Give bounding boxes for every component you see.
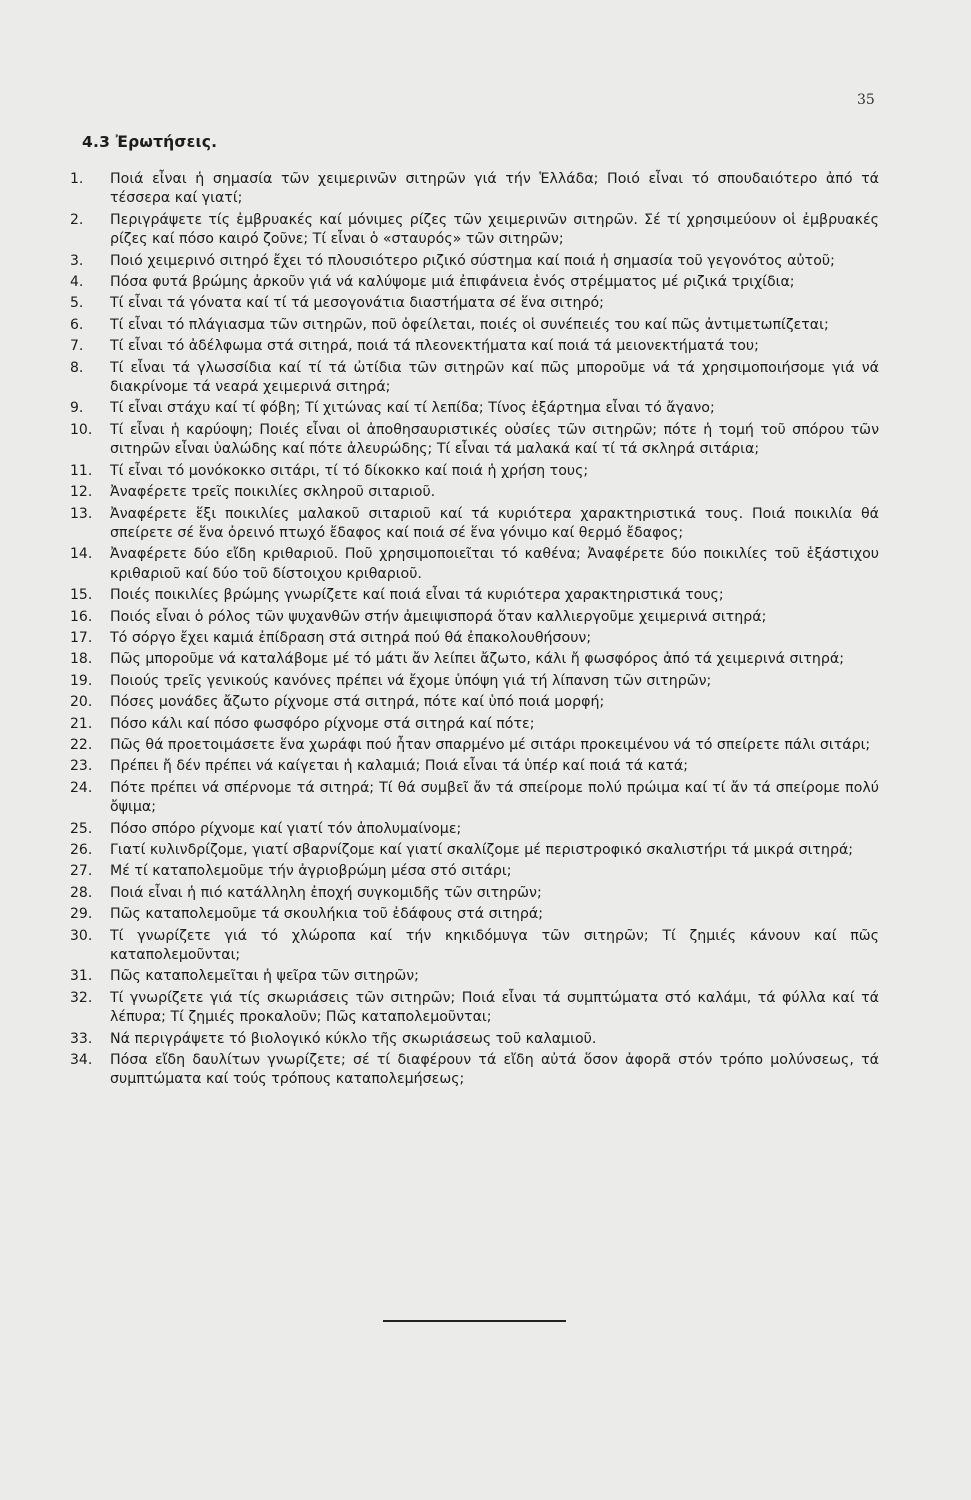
question-text: Πῶς θά προετοιμάσετε ἕνα χωράφι πού ἦταν σπαρμένο μέ σιτάρι προκειμένου νά τό σπείρετε πάλι σιτάρι;	[110, 736, 871, 753]
question-item	[0, 779, 971, 818]
question-item	[0, 989, 971, 1028]
question-item	[0, 715, 971, 734]
question-number: 29.	[70, 906, 93, 923]
question-item	[0, 337, 971, 356]
question-item	[0, 359, 971, 398]
question-number: 22.	[70, 736, 93, 753]
question-item	[0, 1051, 971, 1090]
question-text: Περιγράψετε τίς ἐμβρυακές καί μόνιμες ρίζες τῶν χειμερινῶν σιτηρῶν. Σέ τί χρησιμεύουν οἱ ἐμβρυακές ρίζες καί πόσο καιρό ζοῦνε; Τί εἶναι ὁ «σταυρός» τῶν σιτηρῶν;	[110, 211, 879, 248]
question-number: 27.	[70, 863, 93, 880]
question-number: 26.	[70, 842, 93, 858]
question-text: Πόσες μονάδες ἄζωτο ρίχνομε στά σιτηρά, πότε καί ὑπό ποιά μορφή;	[110, 694, 605, 711]
question-item	[0, 841, 971, 860]
question-item	[0, 757, 971, 776]
question-text: Τί εἶναι τά γόνατα καί τί τά μεσογονάτια διαστήματα σέ ἕνα σιτηρό;	[110, 295, 604, 312]
question-item	[0, 650, 971, 669]
question-text: Ποιό χειμερινό σιτηρό ἔχει τό πλουσιότερο ριζικό σύστημα καί ποιά ἡ σημασία τοῦ γεγονότος αὐτοῦ;	[110, 252, 835, 269]
question-text: Πρέπει ἤ δέν πρέπει νά καίγεται ἡ καλαμιά; Ποιά εἶναι τά ὑπέρ καί ποιά τά κατά;	[110, 758, 688, 775]
question-number: 15.	[70, 587, 93, 604]
question-text: Ποιά εἶναι ἡ σημασία τῶν χειμερινῶν σιτηρῶν γιά τήν Ἑλλάδα; Ποιό εἶναι τό σπουδαιότερο ἀπό τά τέσσερα καί γιατί;	[110, 171, 879, 207]
question-number: 10.	[70, 421, 93, 438]
question-number: 5.	[70, 295, 84, 312]
question-item	[0, 316, 971, 335]
question-number: 25.	[70, 820, 93, 837]
question-item	[0, 629, 971, 648]
question-item	[0, 905, 971, 924]
question-text: Ποιά εἶναι ἡ πιό κατάλληλη ἐποχή συγκομιδῆς τῶν σιτηρῶν;	[110, 884, 542, 901]
question-item	[0, 1030, 971, 1049]
question-number: 17.	[70, 629, 93, 646]
question-text: Πῶς μποροῦμε νά καταλάβομε μέ τό μάτι ἄν λείπει ἄζωτο, κάλι ἤ φωσφόρος ἀπό τά χειμερινά σιτηρά;	[110, 651, 844, 668]
question-number: 14.	[70, 546, 93, 563]
question-item	[0, 672, 971, 691]
section-heading: 4.3 Ἐρωτήσεις.	[82, 133, 218, 151]
question-number: 1.	[70, 171, 84, 187]
question-item	[0, 586, 971, 605]
question-item	[0, 820, 971, 839]
question-item	[0, 483, 971, 502]
question-text: Μέ τί καταπολεμοῦμε τήν ἀγριοβρώμη μέσα στό σιτάρι;	[110, 863, 512, 880]
question-number: 16.	[70, 608, 93, 625]
question-item	[0, 170, 971, 209]
question-item	[0, 693, 971, 712]
question-number: 30.	[70, 927, 93, 944]
question-text: Πότε πρέπει νά σπέρνομε τά σιτηρά; Τί θά συμβεῖ ἄν τά σπείρομε πολύ πρώιμα καί τί ἄν τά σπείρομε πολύ ὄψιμα;	[110, 779, 879, 816]
question-number: 19.	[70, 672, 93, 689]
question-number: 24.	[70, 779, 93, 796]
question-number: 31.	[70, 968, 93, 985]
question-item	[0, 462, 971, 481]
question-item	[0, 967, 971, 986]
question-item	[0, 252, 971, 271]
question-text: Γιατί κυλινδρίζομε, γιατί σβαρνίζομε καί γιατί σκαλίζομε μέ περιστροφικό σκαλιστήρι τά μικρά σιτηρά;	[110, 842, 854, 858]
question-item	[0, 884, 971, 903]
question-number: 3.	[70, 252, 84, 269]
question-number: 12.	[70, 484, 93, 501]
question-item	[0, 421, 971, 460]
question-item	[0, 294, 971, 313]
question-number: 21.	[70, 715, 93, 732]
question-text: Πόσο κάλι καί πόσο φωσφόρο ρίχνομε στά σιτηρά καί πότε;	[110, 715, 535, 732]
question-number: 8.	[70, 359, 84, 376]
question-text: Πόσο σπόρο ρίχνομε καί γιατί τόν ἀπολυμαίνομε;	[110, 820, 462, 837]
question-text: Τό σόργο ἔχει καμιά ἐπίδραση στά σιτηρά πού θά ἐπακολουθήσουν;	[110, 629, 592, 646]
question-text: Ἀναφέρετε τρεῖς ποικιλίες σκληροῦ σιταριοῦ.	[110, 484, 436, 501]
question-list	[0, 170, 971, 1092]
question-text: Τί εἶναι τό ἀδέλφωμα στά σιτηρά, ποιά τά πλεονεκτήματα καί ποιά τά μειονεκτήματά του;	[110, 338, 759, 355]
question-number: 33.	[70, 1030, 93, 1047]
page-number: 35	[857, 92, 875, 108]
question-item	[0, 211, 971, 250]
question-number: 7.	[70, 338, 84, 355]
question-number: 2.	[70, 211, 84, 228]
question-text: Ποιές ποικιλίες βρώμης γνωρίζετε καί ποιά εἶναι τά κυριότερα χαρακτηριστικά τους;	[110, 587, 724, 604]
question-number: 6.	[70, 316, 84, 333]
end-rule-divider	[383, 1320, 566, 1322]
question-text: Τί εἶναι στάχυ καί τί φόβη; Τί χιτώνας καί τί λεπίδα; Τίνος ἐξάρτημα εἶναι τό ἄγανο;	[110, 400, 715, 417]
question-text: Τί γνωρίζετε γιά τό χλώροπα καί τήν κηκιδόμυγα τῶν σιτηρῶν; Τί ζημιές κάνουν καί πῶς καταπολεμοῦνται;	[110, 927, 879, 964]
question-item	[0, 273, 971, 292]
question-text: Πῶς καταπολεμοῦμε τά σκουλήκια τοῦ ἐδάφους στά σιτηρά;	[110, 906, 544, 923]
question-text: Πόσα φυτά βρώμης ἀρκοῦν γιά νά καλύψομε μιά ἐπιφάνεια ἑνός στρέμματος μέ ριζικά τριχίδια;	[110, 274, 795, 291]
question-number: 18.	[70, 651, 93, 668]
question-item	[0, 608, 971, 627]
question-item	[0, 545, 971, 584]
question-number: 32.	[70, 989, 93, 1006]
question-text: Πῶς καταπολεμεῖται ἡ ψεῖρα τῶν σιτηρῶν;	[110, 968, 419, 985]
question-number: 28.	[70, 884, 93, 901]
question-text: Τί εἶναι τό μονόκοκκο σιτάρι, τί τό δίκοκκο καί ποιά ἡ χρήση τους;	[110, 462, 589, 479]
question-number: 4.	[70, 274, 84, 291]
question-item	[0, 927, 971, 966]
question-item	[0, 399, 971, 418]
question-number: 9.	[70, 400, 84, 417]
question-text: Ποιός εἶναι ὁ ρόλος τῶν ψυχανθῶν στήν ἀμειψισπορά ὅταν καλλιεργοῦμε χειμερινά σιτηρά;	[110, 608, 767, 625]
question-text: Ποιούς τρεῖς γενικούς κανόνες πρέπει νά ἔχομε ὑπόψη γιά τή λίπανση τῶν σιτηρῶν;	[110, 672, 712, 689]
question-text: Τί εἶναι τό πλάγιασμα τῶν σιτηρῶν, ποῦ ὀφείλεται, ποιές οἱ συνέπειές του καί πῶς ἀντιμετωπίζεται;	[110, 316, 829, 333]
question-text: Τί εἶναι τά γλωσσίδια καί τί τά ὠτίδια τῶν σιτηρῶν καί πῶς μποροῦμε νά τά χρησιμοποιήσομε γιά νά διακρίνομε τά νεαρά χειμερινά σιτηρά;	[110, 359, 879, 396]
question-number: 11.	[70, 462, 93, 479]
question-text: Νά περιγράψετε τό βιολογικό κύκλο τῆς σκωριάσεως τοῦ καλαμιοῦ.	[110, 1030, 597, 1047]
question-number: 23.	[70, 758, 93, 775]
question-text: Τί γνωρίζετε γιά τίς σκωριάσεις τῶν σιτηρῶν; Ποιά εἶναι τά συμπτώματα στό καλάμι, τά φύλλα καί τά λέπυρα; Τί ζημιές προκαλοῦν; Πῶς καταπολεμοῦνται;	[110, 989, 879, 1026]
question-item	[0, 736, 971, 755]
question-item	[0, 862, 971, 881]
question-text: Ἀναφέρετε δύο εἴδη κριθαριοῦ. Ποῦ χρησιμοποιεῖται τό καθένα; Ἀναφέρετε δύο ποικιλίες τοῦ ἑξάστιχου κριθαριοῦ καί δύο τοῦ δίστοιχου κριθαριοῦ.	[110, 546, 879, 582]
question-item	[0, 505, 971, 544]
question-number: 20.	[70, 694, 93, 711]
question-text: Τί εἶναι ἡ καρύοψη; Ποιές εἶναι οἱ ἀποθησαυριστικές οὐσίες τῶν σιτηρῶν; πότε ἡ τομή τοῦ σπόρου τῶν σιτηρῶν εἶναι ὑαλώδης καί πότε ἀλευρώδης; Τί εἶναι τά μαλακά καί τί τά σκληρά σιτάρια;	[110, 421, 879, 458]
question-text: Πόσα εἴδη δαυλίτων γνωρίζετε; σέ τί διαφέρουν τά εἴδη αὐτά ὅσον ἀφορᾶ στόν τρόπο μολύνσεως, τά συμπτώματα καί τούς τρόπους καταπολεμήσεως;	[110, 1052, 879, 1088]
question-text: Ἀναφέρετε ἕξι ποικιλίες μαλακοῦ σιταριοῦ καί τά κυριότερα χαρακτηριστικά τους. Ποιά ποικιλία θά σπείρετε σέ ἕνα ὀρεινό πτωχό ἔδαφος καί ποιά σέ ἕνα γόνιμο καί θερμό ἔδαφος;	[110, 505, 879, 541]
question-number: 34.	[70, 1052, 93, 1069]
question-number: 13.	[70, 505, 93, 522]
